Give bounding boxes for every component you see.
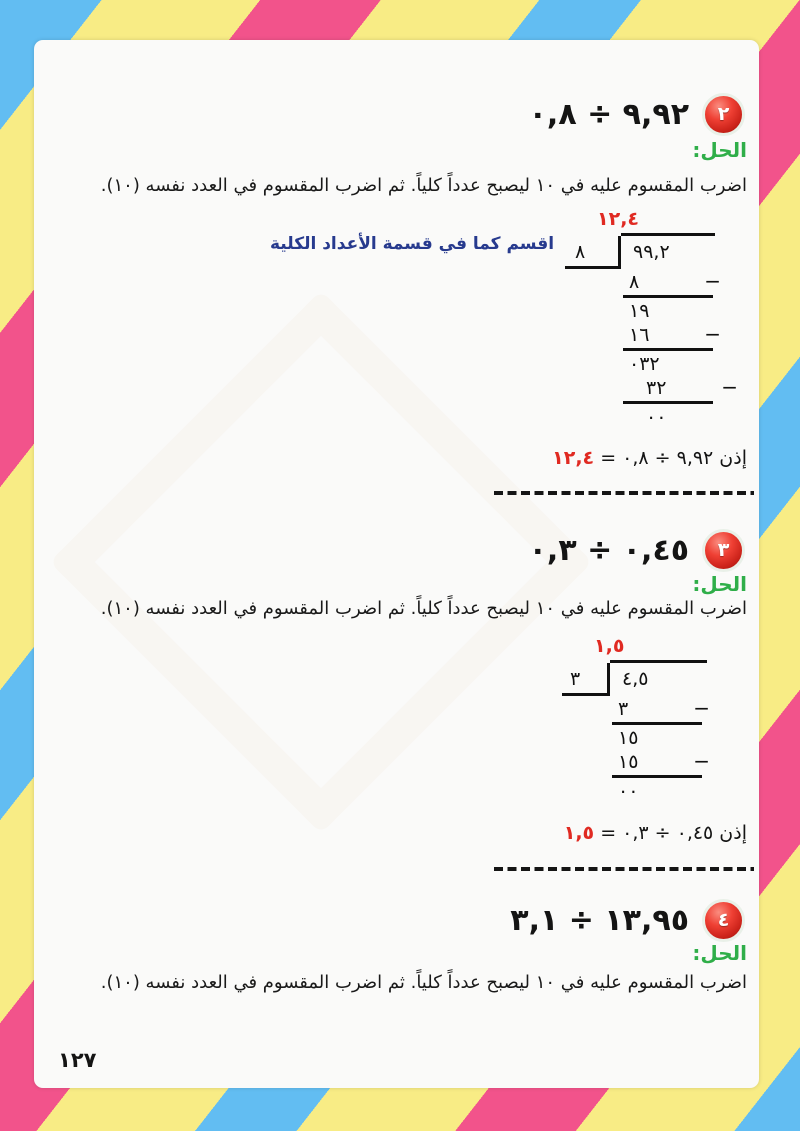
division-divisor: ٣ <box>570 668 581 690</box>
problem-2-note: اقسم كما في قسمة الأعداد الكلية <box>270 234 555 254</box>
problem-2-conclusion <box>552 447 747 469</box>
division-step-row: ٣٢ − <box>646 375 738 399</box>
problem-4-number: ٤ <box>717 908 730 931</box>
problem-4-number-badge <box>702 899 745 942</box>
problem-3-header <box>529 528 745 572</box>
minus-sign: − <box>693 696 710 720</box>
division-quotient: ١٢,٤ <box>597 208 640 230</box>
division-bracket <box>575 233 738 429</box>
problem-2-conclusion-text: إذن ٩,٩٢ ÷ ٠,٨ = <box>600 447 747 469</box>
problem-2-solution-label: الحل: <box>692 138 747 162</box>
division-underline <box>612 775 702 778</box>
problem-3-number: ٣ <box>717 538 730 561</box>
problem-4-solution-label: الحل: <box>692 941 747 965</box>
problem-4-expression: ١٣,٩٥ ÷ ٣,١ <box>510 902 689 938</box>
page <box>34 40 759 1088</box>
problem-3-long-division <box>562 634 710 803</box>
division-underline <box>623 348 713 351</box>
minus-sign: − <box>704 322 721 346</box>
division-step-row: ١٥ − <box>618 749 710 773</box>
division-step-row: ٨ − <box>629 269 721 293</box>
problem-2-long-division <box>565 207 738 429</box>
problem-2-header <box>529 92 745 136</box>
division-step-row: ٣ − <box>618 696 710 720</box>
problem-3-conclusion-text: إذن ٠,٤٥ ÷ ٠,٣ = <box>600 822 747 844</box>
problem-3-solution-label: الحل: <box>692 572 747 596</box>
division-step-row: ١٩ <box>629 300 650 322</box>
problem-3-instruction: اضرب المقسوم عليه في ١٠ ليصبح عدداً كلياً. ثم اضرب المقسوم في العدد نفسه (١٠). <box>100 598 747 619</box>
division-step-row: ١٥ <box>618 727 639 749</box>
separator-dashed-line <box>494 491 754 495</box>
problem-2-instruction: اضرب المقسوم عليه في ١٠ ليصبح عدداً كلياً. ثم اضرب المقسوم في العدد نفسه (١٠). <box>100 175 747 196</box>
problem-4-instruction: اضرب المقسوم عليه في ١٠ ليصبح عدداً كلياً. ثم اضرب المقسوم في العدد نفسه (١٠). <box>100 972 747 993</box>
problem-2-number-badge <box>702 93 745 136</box>
separator-dashed-line <box>494 867 754 871</box>
minus-sign: − <box>704 269 721 293</box>
division-divisor: ٨ <box>575 241 586 263</box>
problem-2-result: ١٢,٤ <box>552 447 595 469</box>
division-step-row: ٠٠ <box>618 780 639 802</box>
problem-2-expression: ٩,٩٢ ÷ ٠,٨ <box>528 96 689 132</box>
division-dividend: ٩٩,٢ <box>633 241 670 263</box>
division-step-row: ١٦ − <box>629 322 721 346</box>
problem-3-expression: ٠,٤٥ ÷ ٠,٣ <box>528 532 689 568</box>
problem-2-number: ٢ <box>717 102 730 125</box>
division-step-row: ٠٣٢ <box>629 353 660 375</box>
division-underline <box>623 295 713 298</box>
division-quotient: ١,٥ <box>594 635 625 657</box>
division-dividend: ٤,٥ <box>622 668 649 690</box>
problem-3-result: ١,٥ <box>563 822 595 844</box>
minus-sign: − <box>721 375 738 399</box>
minus-sign: − <box>693 749 710 773</box>
division-underline <box>612 722 702 725</box>
division-step-row: ٠٠ <box>646 406 667 428</box>
division-underline <box>623 401 713 404</box>
problem-3-number-badge <box>702 529 745 572</box>
problem-3-conclusion <box>564 822 747 844</box>
division-bracket <box>570 660 710 803</box>
page-number: ١٢٧ <box>58 1048 97 1072</box>
problem-4-header <box>510 898 745 942</box>
